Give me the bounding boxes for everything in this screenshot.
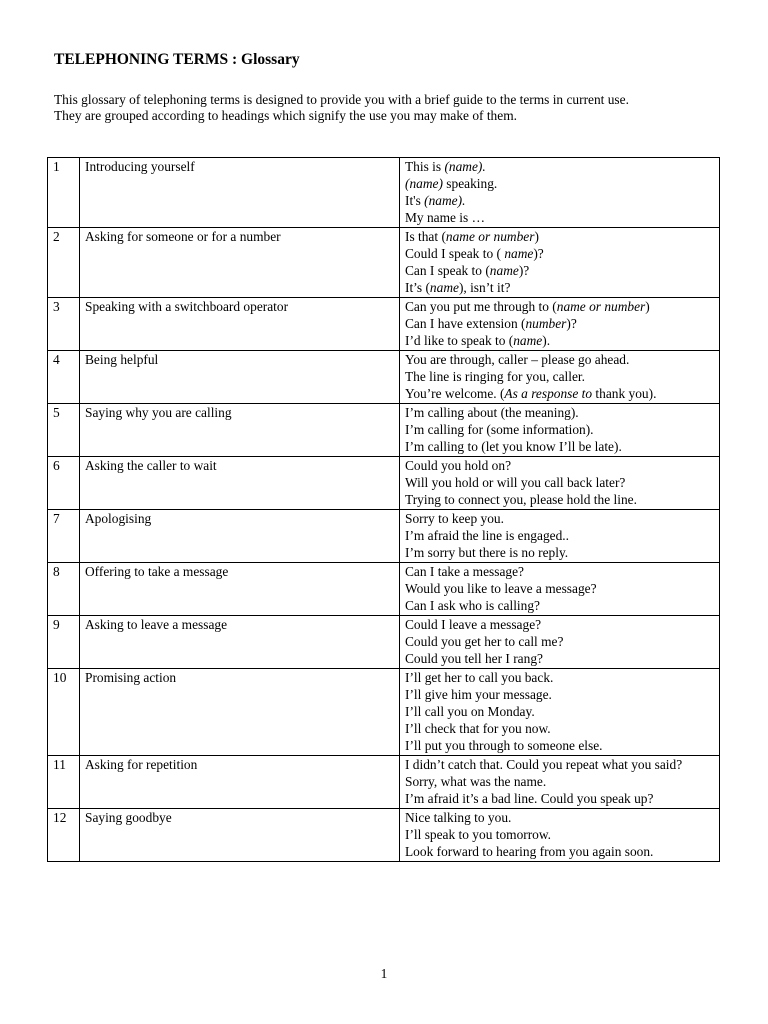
phrase-line (405, 491, 719, 508)
row-phrases (400, 809, 720, 862)
phrase-line (405, 298, 719, 315)
phrase-text: Is that ( (405, 229, 446, 244)
row-number: 12 (48, 809, 80, 862)
phrase-text: Can I have extension ( (405, 316, 526, 331)
page-number: 1 (380, 966, 388, 981)
phrase-text: Can you put me through to ( (405, 299, 557, 314)
row-heading: Asking to leave a message (80, 616, 400, 669)
phrase-text: It's (405, 193, 425, 208)
glossary-row (48, 351, 720, 404)
phrase-text: Nice talking to you. (405, 810, 512, 825)
phrase-line (405, 421, 719, 438)
phrase-text: I’m calling for (some information). (405, 422, 594, 437)
intro-paragraph-2: They are grouped according to headings which signify the use you may make of them. (54, 108, 517, 123)
row-heading: Asking for someone or for a number (80, 228, 400, 298)
phrase-line (405, 616, 719, 633)
phrase-text: Could I speak to ( (405, 246, 505, 261)
phrase-text: speaking. (442, 176, 498, 191)
glossary-row (48, 616, 720, 669)
phrase-text: I’ll call you on Monday. (405, 704, 535, 719)
phrase-text: I’m afraid the line is engaged.. (405, 528, 569, 543)
phrase-line (405, 245, 719, 262)
phrase-line (405, 315, 719, 332)
phrase-line (405, 332, 719, 349)
phrase-line (405, 385, 719, 402)
phrase-placeholder: name or number (556, 299, 646, 314)
row-number: 4 (48, 351, 80, 404)
phrase-line (405, 262, 719, 279)
phrase-placeholder: (name). (444, 159, 486, 174)
phrase-text: I’ll check that for you now. (405, 721, 551, 736)
phrase-text: Sorry, what was the name. (405, 774, 547, 789)
row-phrases (400, 616, 720, 669)
phrase-text: Could I leave a message? (405, 617, 542, 632)
phrase-text: Can I take a message? (405, 564, 524, 579)
phrase-placeholder: name (513, 333, 543, 348)
row-phrases (400, 351, 720, 404)
phrase-text: thank you). (592, 386, 657, 401)
phrase-text: This is (405, 159, 445, 174)
row-number: 3 (48, 298, 80, 351)
phrase-text: I’ll put you through to someone else. (405, 738, 603, 753)
row-heading: Speaking with a switchboard operator (80, 298, 400, 351)
row-number: 9 (48, 616, 80, 669)
glossary-row (48, 158, 720, 228)
phrase-text: )? (533, 246, 544, 261)
phrase-text: Would you like to leave a message? (405, 581, 597, 596)
phrase-line (405, 563, 719, 580)
row-heading: Introducing yourself (80, 158, 400, 228)
phrase-text: Trying to connect you, please hold the line. (405, 492, 637, 507)
row-heading: Being helpful (80, 351, 400, 404)
phrase-text: Could you get her to call me? (405, 634, 564, 649)
glossary-row (48, 669, 720, 756)
phrase-line (405, 404, 719, 421)
glossary-row (48, 228, 720, 298)
phrase-line (405, 368, 719, 385)
phrase-text: I’d like to speak to ( (405, 333, 514, 348)
phrase-line (405, 597, 719, 614)
row-heading: Promising action (80, 669, 400, 756)
phrase-text: I’m afraid it’s a bad line. Could you speak up? (405, 791, 654, 806)
glossary-row (48, 457, 720, 510)
glossary-row (48, 809, 720, 862)
row-phrases (400, 563, 720, 616)
phrase-line (405, 826, 719, 843)
glossary-table-body (48, 158, 720, 862)
phrase-text: You are through, caller – please go ahead. (405, 352, 630, 367)
phrase-line (405, 457, 719, 474)
phrase-text: I didn’t catch that. Could you repeat what you said? (405, 757, 683, 772)
phrase-line (405, 686, 719, 703)
row-phrases (400, 158, 720, 228)
phrase-text: I’ll get her to call you back. (405, 670, 554, 685)
row-number: 7 (48, 510, 80, 563)
phrase-line (405, 650, 719, 667)
phrase-text: Will you hold or will you call back later? (405, 475, 626, 490)
document-title: TELEPHONING TERMS : Glossary (54, 51, 300, 68)
phrase-line (405, 510, 719, 527)
glossary-row (48, 756, 720, 809)
phrase-line (405, 790, 719, 807)
phrase-line (405, 527, 719, 544)
row-number: 6 (48, 457, 80, 510)
phrase-text: ) (645, 299, 650, 314)
phrase-placeholder: name or number (445, 229, 535, 244)
row-heading: Saying why you are calling (80, 404, 400, 457)
phrase-text: I’ll speak to you tomorrow. (405, 827, 552, 842)
phrase-line (405, 158, 719, 175)
phrase-placeholder: As a response to (504, 386, 593, 401)
phrase-placeholder: (name) (405, 176, 443, 191)
phrase-line (405, 580, 719, 597)
phrase-text: ) (534, 229, 539, 244)
phrase-text: Could you tell her I rang? (405, 651, 543, 666)
phrase-line (405, 669, 719, 686)
phrase-text: Can I ask who is calling? (405, 598, 540, 613)
phrase-text: My name is … (405, 210, 485, 225)
phrase-line (405, 737, 719, 754)
phrase-line (405, 192, 719, 209)
phrase-text: The line is ringing for you, caller. (405, 369, 585, 384)
phrase-line (405, 633, 719, 650)
row-phrases (400, 228, 720, 298)
phrase-line (405, 209, 719, 226)
row-number: 2 (48, 228, 80, 298)
phrase-text: I’ll give him your message. (405, 687, 552, 702)
row-number: 1 (48, 158, 80, 228)
phrase-text: Look forward to hearing from you again soon. (405, 844, 654, 859)
phrase-text: It’s ( (405, 280, 430, 295)
phrase-line (405, 809, 719, 826)
phrase-text: )? (566, 316, 577, 331)
glossary-row (48, 563, 720, 616)
row-phrases (400, 510, 720, 563)
row-number: 10 (48, 669, 80, 756)
phrase-placeholder: (name). (424, 193, 466, 208)
phrase-line (405, 228, 719, 245)
phrase-text: ). (542, 333, 551, 348)
phrase-line (405, 351, 719, 368)
phrase-line (405, 773, 719, 790)
row-number: 11 (48, 756, 80, 809)
intro-text (54, 92, 724, 124)
phrase-text: Sorry to keep you. (405, 511, 504, 526)
phrase-text: You’re welcome. ( (405, 386, 505, 401)
phrase-text: I’m sorry but there is no reply. (405, 545, 569, 560)
row-phrases (400, 404, 720, 457)
phrase-line (405, 720, 719, 737)
phrase-line (405, 756, 719, 773)
row-phrases (400, 756, 720, 809)
row-number: 5 (48, 404, 80, 457)
phrase-text: I’m calling about (the meaning). (405, 405, 579, 420)
phrase-line (405, 703, 719, 720)
phrase-text: ), isn’t it? (458, 280, 511, 295)
phrase-line (405, 438, 719, 455)
phrase-placeholder: number (525, 316, 567, 331)
row-heading: Apologising (80, 510, 400, 563)
glossary-row (48, 510, 720, 563)
phrase-line (405, 474, 719, 491)
phrase-placeholder: name (429, 280, 459, 295)
glossary-row (48, 298, 720, 351)
phrase-line (405, 544, 719, 561)
row-phrases (400, 457, 720, 510)
row-heading: Asking the caller to wait (80, 457, 400, 510)
intro-paragraph-1: This glossary of telephoning terms is designed to provide you with a brief guide to the terms in current use. (54, 92, 629, 107)
row-heading: Saying goodbye (80, 809, 400, 862)
phrase-line (405, 843, 719, 860)
phrase-text: )? (518, 263, 530, 278)
phrase-placeholder: name (504, 246, 534, 261)
phrase-text: Could you hold on? (405, 458, 512, 473)
phrase-line (405, 279, 719, 296)
row-phrases (400, 669, 720, 756)
phrase-text: Can I speak to ( (405, 263, 490, 278)
row-number: 8 (48, 563, 80, 616)
row-heading: Offering to take a message (80, 563, 400, 616)
glossary-row (48, 404, 720, 457)
phrase-text: I’m calling to (let you know I’ll be late). (405, 439, 622, 454)
glossary-table (47, 157, 720, 862)
phrase-placeholder: name (489, 263, 519, 278)
row-heading: Asking for repetition (80, 756, 400, 809)
phrase-line (405, 175, 719, 192)
row-phrases (400, 298, 720, 351)
